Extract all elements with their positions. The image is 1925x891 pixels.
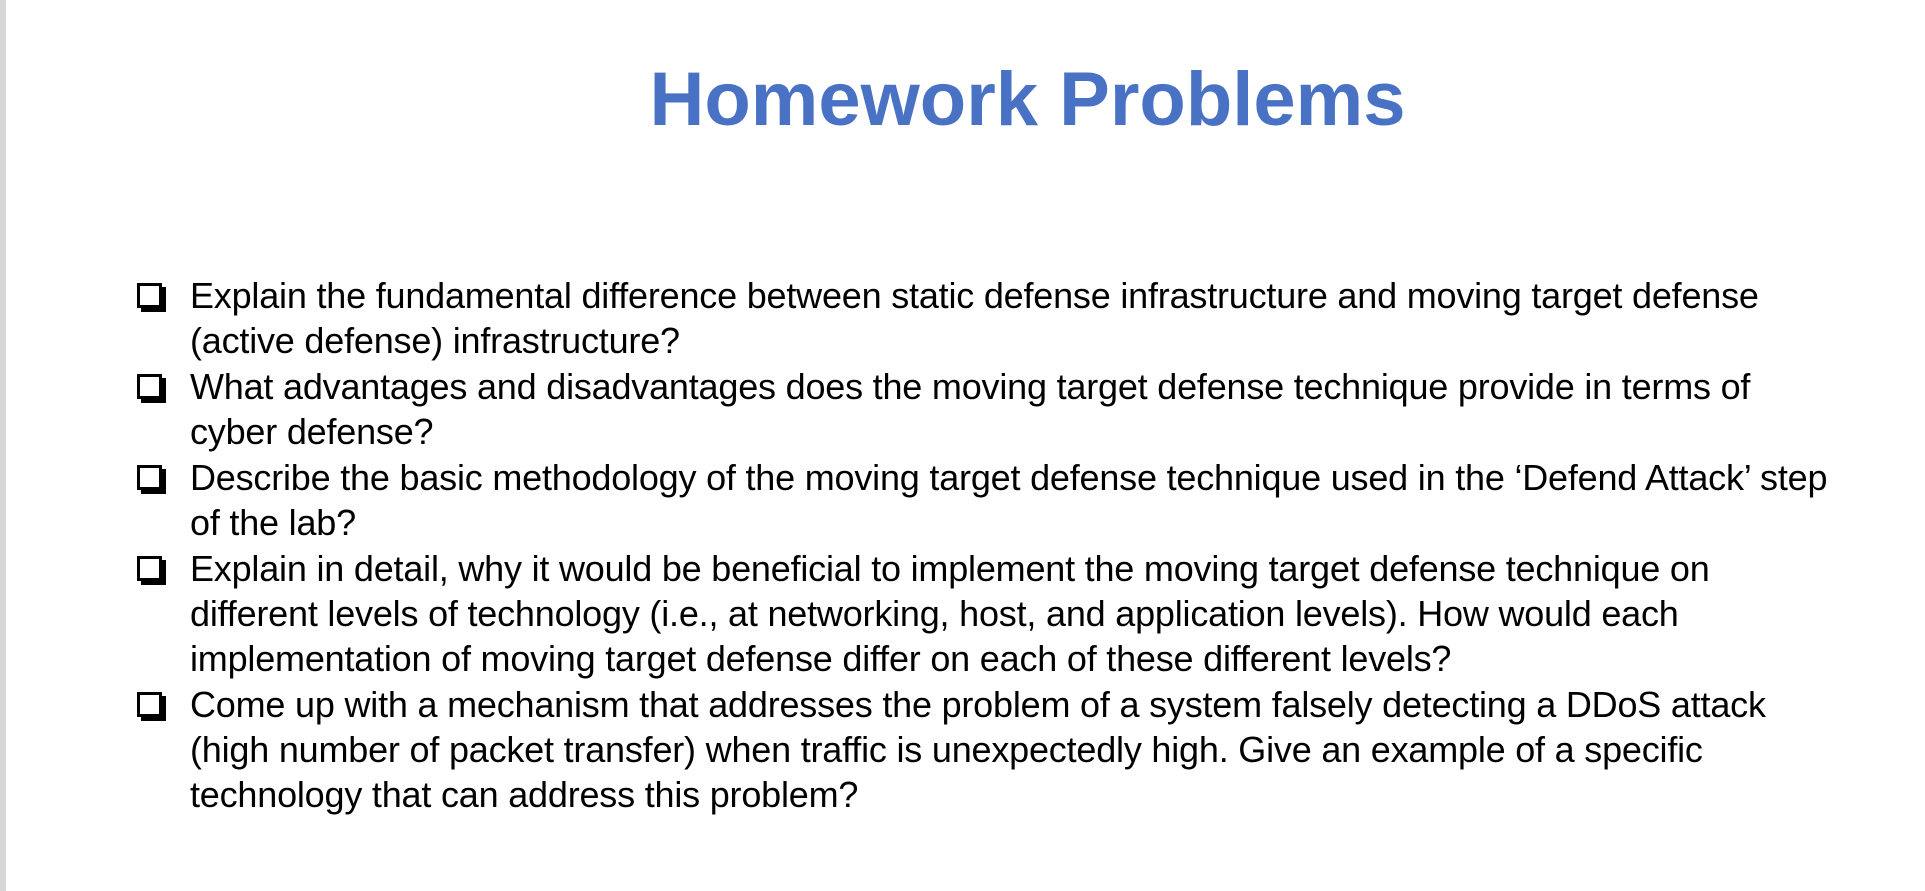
- list-item: [134, 682, 1834, 817]
- list-item: [134, 546, 1834, 681]
- list-item-text: What advantages and disadvantages does the moving target defense technique provide in terms of cyber defense?: [190, 366, 1751, 452]
- checkbox-icon: [137, 692, 162, 717]
- homework-list: [134, 273, 1834, 818]
- list-item-text: Describe the basic methodology of the moving target defense technique used in the ‘Defend Attack’ step of the lab?: [190, 457, 1828, 543]
- list-item-text: Explain the fundamental difference between static defense infrastructure and moving target defense (active defense) infrastructure?: [190, 275, 1759, 361]
- checkbox-icon: [137, 465, 162, 490]
- slide-title: Homework Problems: [649, 57, 1406, 142]
- checkbox-icon: [137, 283, 162, 308]
- checkbox-icon: [137, 556, 162, 581]
- checkbox-icon: [137, 374, 162, 399]
- list-item: [134, 455, 1834, 545]
- list-item-text: Explain in detail, why it would be beneficial to implement the moving target defense technique on different levels of technology (i.e., at networking, host, and application levels). How would each implementation of moving target defense differ on each of these different levels?: [190, 548, 1710, 679]
- list-item: [134, 273, 1834, 363]
- list-item: [134, 364, 1834, 454]
- list-item-text: Come up with a mechanism that addresses the problem of a system falsely detecting a DDoS attack (high number of packet transfer) when traffic is unexpectedly high. Give an example of a specific technology that can address this problem?: [190, 684, 1766, 815]
